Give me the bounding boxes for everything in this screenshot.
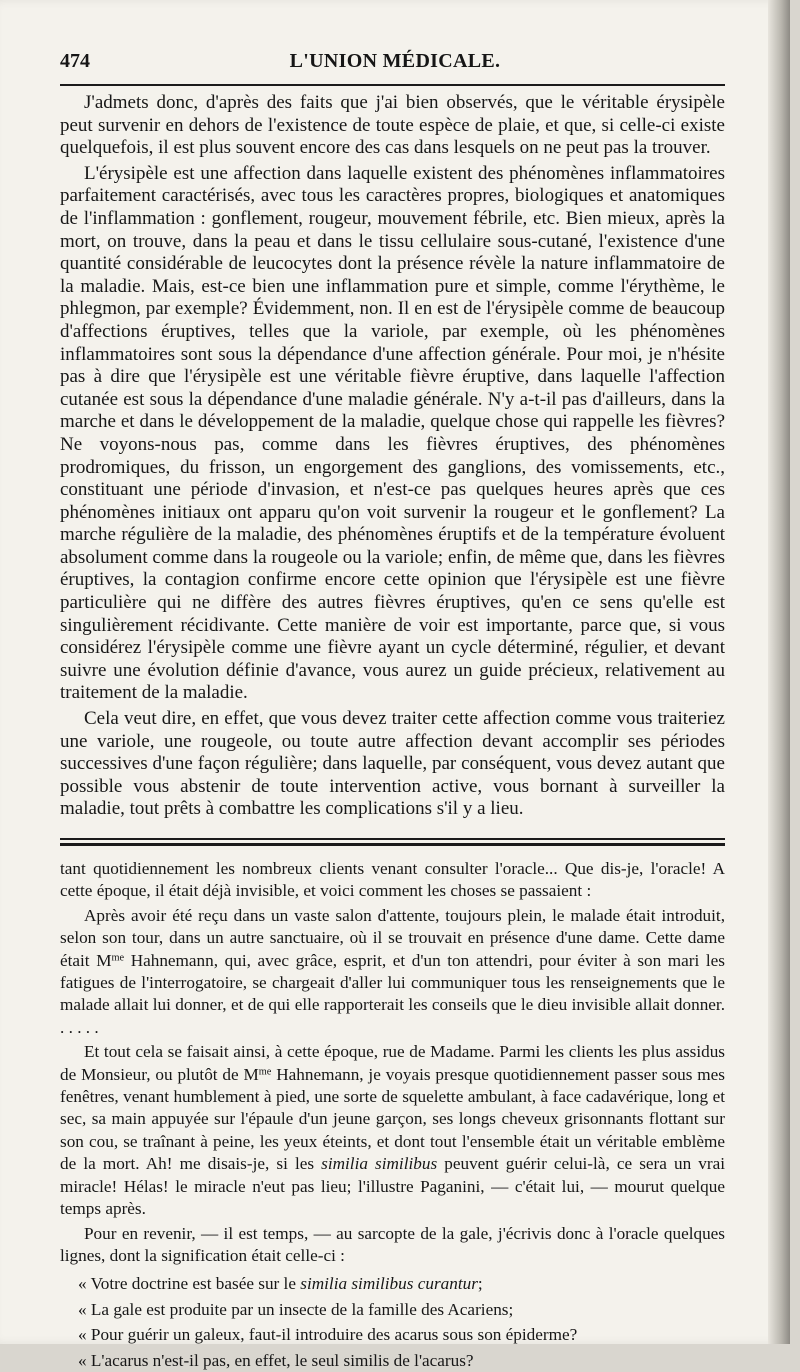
text-run: peuvent guérir celui-là, ce sera un vrai miracle! Hélas! le miracle n'eut pas lieu; l'illustre Paganini, — c'était lui, — mourut quelque temps après. bbox=[60, 1154, 725, 1219]
header-rule bbox=[60, 84, 725, 86]
feuilleton-paragraph bbox=[60, 905, 725, 1039]
feuilleton-divider bbox=[60, 838, 725, 846]
text-run: « Votre doctrine est basée sur le bbox=[78, 1274, 301, 1294]
paragraph: Cela veut dire, en effet, que vous devez traiter cette affection comme vous traiteriez une variole, une rougeole, ou toute autre affection devant accomplir ses périodes successives d'une façon régulière; dans laquelle, par conséquent, vous devez autant que possible vous abstenir de toute intervention active, vous bornant à surveiller la maladie, tout prêts à combattre les complications s'il y a lieu. bbox=[60, 708, 725, 820]
quote-line: « L'acarus n'est-il pas, en effet, le seul similis de l'acarus? bbox=[78, 1350, 474, 1370]
running-header bbox=[60, 46, 730, 74]
italic-term: similia similibus curantur bbox=[300, 1274, 478, 1294]
page-number: 474 bbox=[60, 50, 90, 72]
superscript: me bbox=[111, 951, 125, 963]
text-run: Et tout cela se faisait ainsi, à cette époque, rue de Madame. Parmi les clients les plus assidus de Monsieur, ou plutôt de M bbox=[60, 1042, 725, 1084]
superscript: me bbox=[258, 1065, 272, 1077]
main-text bbox=[60, 92, 725, 821]
text-run: ; bbox=[477, 1274, 483, 1294]
feuilleton-paragraph: tant quotidiennement les nombreux clients venant consulter l'oracle... Que dis-je, l'oracle! A cette époque, il était déjà invisible, et voici comment les choses se passaient : bbox=[60, 859, 725, 901]
feuilleton-text bbox=[60, 858, 725, 1372]
paragraph: J'admets donc, d'après des faits que j'ai bien observés, que le véritable érysipèle peut survenir en dehors de l'existence de toute espèce de plaie, et que, si celle-ci existe quelquefois, il est plus souvent encore des cas dans lesquels on ne peut pas la trouver. bbox=[60, 92, 725, 159]
text-run: Hahnemann, qui, avec grâce, esprit, et d'un ton attendri, pour éviter à son mari les fatigues de l'interrogatoire, se chargeait d'aller lui communiquer tous les renseignements que le malade allait lui donner, et de qui elle rapporterait les conseils que le dieu invisible allait donner. . . . . . bbox=[60, 950, 725, 1037]
journal-title: L'UNION MÉDICALE. bbox=[289, 50, 501, 72]
paragraph: L'érysipèle est une affection dans laquelle existent des phénomènes inflammatoires parfaitement caractérisés, avec tous les caractères propres, biologiques et anatomiques de l'inflammation : gonflement, rougeur, mouvement fébrile, etc. Bien mieux, après la mort, on trouve, dans la peau et dans le tissu cellulaire sous-cutané, l'existence d'une quantité considérable de leucocytes dont la présence révèle la nature inflammatoire de la maladie. Mais, est-ce bien une inflammation pure et simple, comme l'érythème, le phlegmon, par exemple? Évidemment, non. Il en est de l'érysipèle comme de beaucoup d'affections éruptives, telles que la variole, par exemple, où les phénomènes inflammatoires sont sous la dépendance d'une affection générale. Pour moi, je n'hésite pas à dire que l'érysipèle est une véritable fièvre éruptive, dans laquelle l'affection cutanée est sous la dépendance d'une maladie générale. N'y a-t-il pas d'ailleurs, dans la marche et dans le développement de la maladie, quelque chose qui rappelle les fièvres? Ne voyons-nous pas, comme dans les fièvres éruptives, des phénomènes prodromiques, du frisson, un engorgement des ganglions, des vomissements, etc., constituant une période d'invasion, et n'est-ce pas quelques heures après que ces phénomènes initiaux ont apparu qu'on voit survenir la rougeur et le gonflement? La marche régulière de la maladie, des phénomènes éruptifs et de la température évoluent absolument comme dans la rougeole ou la variole; enfin, de même que, dans les fièvres éruptives, la contagion confirme encore cette opinion que l'érysipèle est une fièvre particulière qui ne diffère des autres fièvres éruptives, qu'en ce sens qu'elle est singulièrement récidivante. Cette manière de voir est importante, parce que, si vous considérez l'érysipèle comme une fièvre ayant un cycle déterminé, régulier, et devant suivre une évolution définie d'avance, vous aurez un guide précieux, relativement au traitement de la maladie. bbox=[60, 162, 725, 704]
quote-line: « La gale est produite par un insecte de la famille des Acariens; bbox=[78, 1299, 514, 1319]
quote-line bbox=[60, 1273, 725, 1295]
feuilleton-paragraph bbox=[60, 1041, 725, 1220]
italic-term: similia similibus bbox=[321, 1154, 438, 1174]
text-run: Après avoir été reçu dans un vaste salon d'attente, toujours plein, le malade était introduit, selon son tour, dans un autre sanctuaire, où il se trouvait en présence d'une dame. Cette dame était M bbox=[60, 905, 725, 970]
feuilleton-paragraph: Pour en revenir, — il est temps, — au sarcopte de la gale, j'écrivis donc à l'oracle quelques lignes, dont la signification était celle-ci : bbox=[60, 1223, 725, 1265]
quote-line: « Pour guérir un galeux, faut-il introduire des acarus sous son épiderme? bbox=[78, 1325, 578, 1345]
text-run: Hahnemann, je voyais presque quotidiennement passer sous mes fenêtres, venant humblement à pied, une sorte de squelette ambulant, à face cadavérique, long et sec, sa main appuyée sur l'épaule d'un jeune garçon, ses longs cheveux grisonnants flottant sur son cou, se traînant à peine, les yeux éteints, et dont tout l'ensemble était un véritable emblème de la mort. Ah! me disais-je, si les bbox=[60, 1064, 725, 1174]
page-edge-shadow bbox=[768, 0, 790, 1344]
